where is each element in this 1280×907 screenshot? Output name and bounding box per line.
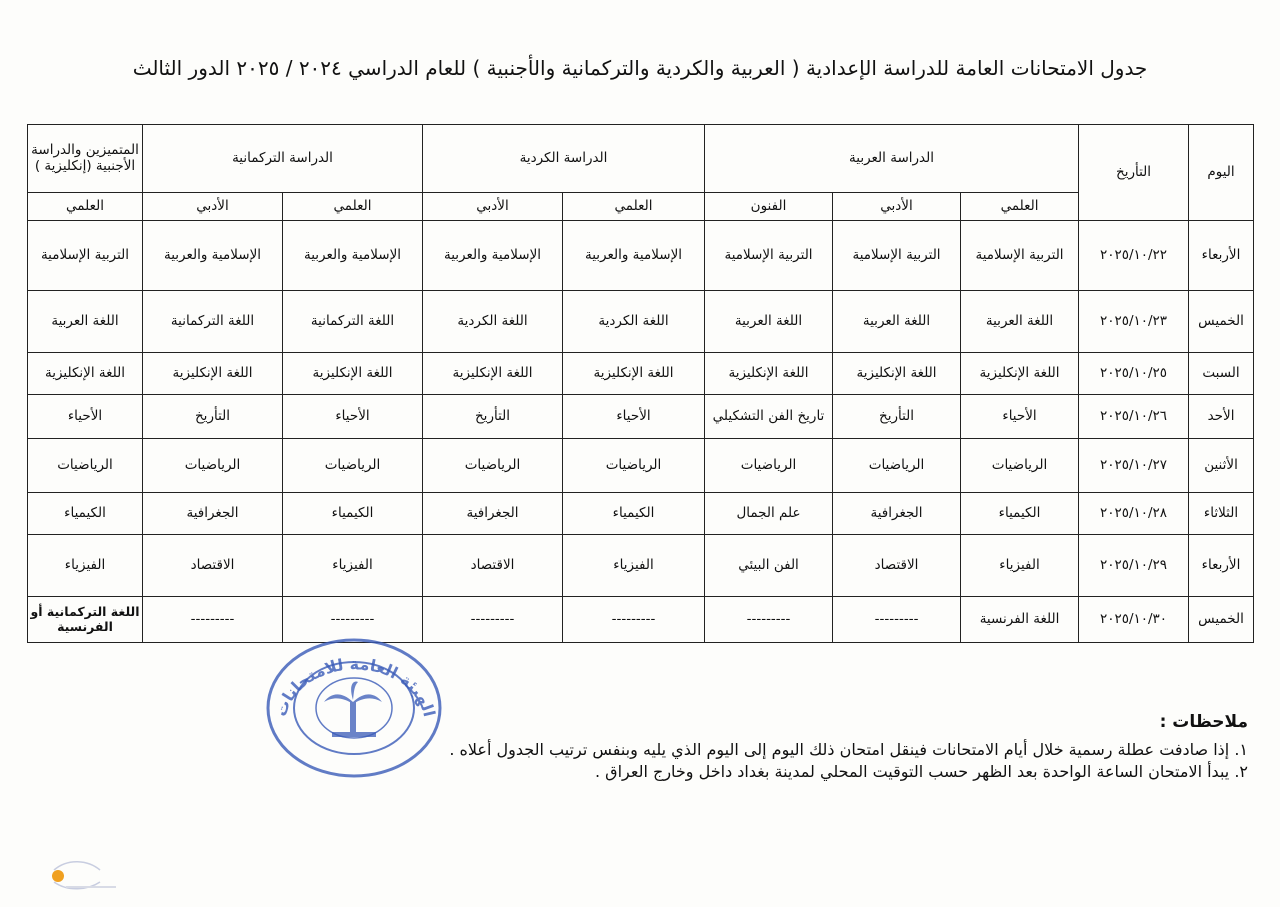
header-arabic-study: الدراسة العربية (705, 125, 1079, 193)
sub-header-turkmen-scientific: العلمي (283, 193, 423, 221)
subject-cell: --------- (833, 597, 961, 643)
subject-cell: اللغة الكردية (423, 291, 563, 353)
subject-cell: الفيزياء (28, 535, 143, 597)
subject-cell: اللغة العربية (961, 291, 1079, 353)
subject-cell: التربية الإسلامية (28, 221, 143, 291)
subject-cell: الجغرافية (143, 493, 283, 535)
table-row (28, 493, 1254, 535)
date-cell: ٢٠٢٥/١٠/٢٥ (1079, 353, 1189, 395)
subject-cell: علم الجمال (705, 493, 833, 535)
subject-cell: الاقتصاد (143, 535, 283, 597)
date-cell: ٢٠٢٥/١٠/٢٧ (1079, 439, 1189, 493)
subject-cell: الكيمياء (961, 493, 1079, 535)
subject-cell: التأريخ (423, 395, 563, 439)
subject-cell: الإسلامية والعربية (423, 221, 563, 291)
subject-cell: الإسلامية والعربية (563, 221, 705, 291)
day-cell: الأحد (1189, 395, 1254, 439)
subject-cell: الرياضيات (283, 439, 423, 493)
date-cell: ٢٠٢٥/١٠/٢٦ (1079, 395, 1189, 439)
subject-cell: الرياضيات (563, 439, 705, 493)
header-day: اليوم (1189, 125, 1254, 221)
sub-header-distinguished-scientific: العلمي (28, 193, 143, 221)
day-cell: الأربعاء (1189, 535, 1254, 597)
subject-cell: الفيزياء (961, 535, 1079, 597)
subject-cell: اللغة الكردية (563, 291, 705, 353)
subject-cell: اللغة الفرنسية (961, 597, 1079, 643)
sub-header-kurdish-literary: الأدبي (423, 193, 563, 221)
table-row (28, 597, 1254, 643)
subject-cell: الكيمياء (563, 493, 705, 535)
date-cell: ٢٠٢٥/١٠/٣٠ (1079, 597, 1189, 643)
subject-cell: الإسلامية والعربية (143, 221, 283, 291)
header-distinguished: المتميزين والدراسة الأجنبية (إنكليزية ) (28, 125, 143, 193)
day-cell: الأثنين (1189, 439, 1254, 493)
subject-cell: اللغة العربية (28, 291, 143, 353)
day-cell: الثلاثاء (1189, 493, 1254, 535)
sub-header-arabic-scientific: العلمي (961, 193, 1079, 221)
subject-cell: التربية الإسلامية (833, 221, 961, 291)
note-item-1: ١. إذا صادفت عطلة رسمية خلال أيام الامتحانات فينقل امتحان ذلك اليوم إلى اليوم الذي يليه وبنفس ترتيب الجدول أعلاه . (449, 740, 1248, 759)
subject-cell: الجغرافية (833, 493, 961, 535)
subject-cell: الإسلامية والعربية (283, 221, 423, 291)
subject-cell: الأحياء (961, 395, 1079, 439)
subject-cell: اللغة الإنكليزية (961, 353, 1079, 395)
watermark-logo-icon (44, 852, 124, 900)
subject-cell: التأريخ (833, 395, 961, 439)
subject-cell: الجغرافية (423, 493, 563, 535)
subject-cell: التربية الإسلامية (705, 221, 833, 291)
header-row-2 (28, 193, 1254, 221)
page-title: جدول الامتحانات العامة للدراسة الإعدادية ( العربية والكردية والتركمانية والأجنبية ) للعام الدراسي ٢٠٢٤ / ٢٠٢٥ الدور الثالث (132, 56, 1148, 80)
subject-cell: اللغة الإنكليزية (705, 353, 833, 395)
subject-cell: اللغة الإنكليزية (423, 353, 563, 395)
header-date: التأريخ (1079, 125, 1189, 221)
subject-cell: --------- (283, 597, 423, 643)
table-row (28, 395, 1254, 439)
subject-cell: اللغة الإنكليزية (28, 353, 143, 395)
table-row (28, 353, 1254, 395)
subject-cell: اللغة التركمانية (283, 291, 423, 353)
date-cell: ٢٠٢٥/١٠/٢٨ (1079, 493, 1189, 535)
header-turkmen-study: الدراسة التركمانية (143, 125, 423, 193)
subject-cell: الاقتصاد (423, 535, 563, 597)
date-cell: ٢٠٢٥/١٠/٢٢ (1079, 221, 1189, 291)
date-cell: ٢٠٢٥/١٠/٢٣ (1079, 291, 1189, 353)
subject-cell: الفيزياء (283, 535, 423, 597)
subject-cell: اللغة التركمانية (143, 291, 283, 353)
subject-cell: تاريخ الفن التشكيلي (705, 395, 833, 439)
subject-cell: التأريخ (143, 395, 283, 439)
day-cell: الخميس (1189, 597, 1254, 643)
table-row (28, 439, 1254, 493)
subject-cell: الأحياء (28, 395, 143, 439)
subject-cell: اللغة التركمانية أو الفرنسية (28, 597, 143, 643)
subject-cell: اللغة الإنكليزية (563, 353, 705, 395)
subject-cell: الرياضيات (143, 439, 283, 493)
subject-cell: --------- (705, 597, 833, 643)
sub-header-kurdish-scientific: العلمي (563, 193, 705, 221)
sub-header-arabic-literary: الأدبي (833, 193, 961, 221)
subject-cell: اللغة العربية (833, 291, 961, 353)
table-row (28, 535, 1254, 597)
subject-cell: --------- (563, 597, 705, 643)
notes-heading: ملاحظات : (1159, 712, 1248, 732)
subject-cell: الكيمياء (28, 493, 143, 535)
table-row (28, 291, 1254, 353)
subject-cell: الرياضيات (833, 439, 961, 493)
table-row (28, 221, 1254, 291)
subject-cell: الرياضيات (961, 439, 1079, 493)
subject-cell: --------- (143, 597, 283, 643)
subject-cell: --------- (423, 597, 563, 643)
subject-cell: اللغة العربية (705, 291, 833, 353)
subject-cell: اللغة الإنكليزية (833, 353, 961, 395)
sub-header-turkmen-literary: الأدبي (143, 193, 283, 221)
subject-cell: الفيزياء (563, 535, 705, 597)
header-kurdish-study: الدراسة الكردية (423, 125, 705, 193)
subject-cell: اللغة الإنكليزية (143, 353, 283, 395)
subject-cell: الرياضيات (423, 439, 563, 493)
sub-header-arabic-arts: الفنون (705, 193, 833, 221)
seal-text: الهيئة العامة للامتحانات (270, 654, 439, 719)
exam-schedule-table (27, 124, 1254, 643)
subject-cell: التربية الإسلامية (961, 221, 1079, 291)
subject-cell: اللغة الإنكليزية (283, 353, 423, 395)
subject-cell: الأحياء (563, 395, 705, 439)
subject-cell: الاقتصاد (833, 535, 961, 597)
day-cell: الأربعاء (1189, 221, 1254, 291)
subject-cell: الكيمياء (283, 493, 423, 535)
subject-cell: الرياضيات (28, 439, 143, 493)
date-cell: ٢٠٢٥/١٠/٢٩ (1079, 535, 1189, 597)
note-item-2: ٢. يبدأ الامتحان الساعة الواحدة بعد الظهر حسب التوقيت المحلي لمدينة بغداد داخل وخارج العراق . (595, 762, 1248, 781)
subject-cell: الأحياء (283, 395, 423, 439)
subject-cell: الفن البيئي (705, 535, 833, 597)
day-cell: السبت (1189, 353, 1254, 395)
day-cell: الخميس (1189, 291, 1254, 353)
header-row-1 (28, 125, 1254, 193)
notes-section (300, 712, 1248, 784)
subject-cell: الرياضيات (705, 439, 833, 493)
